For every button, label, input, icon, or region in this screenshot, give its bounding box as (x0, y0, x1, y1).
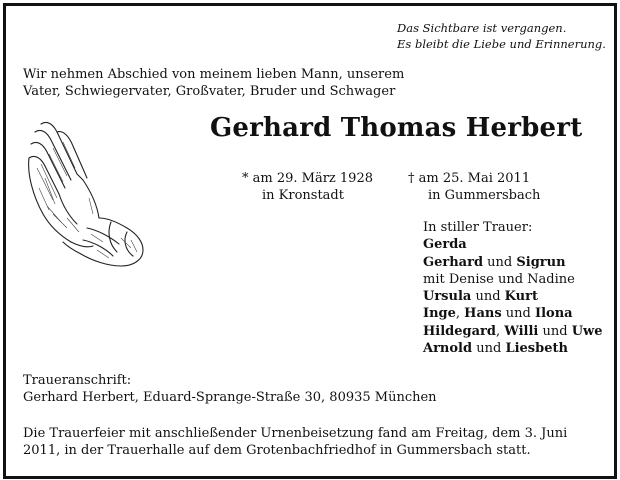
mourners-list (423, 219, 603, 357)
connector: und (501, 306, 535, 322)
death-place: in Gummersbach (428, 188, 541, 203)
service-line-2: 2011, in der Trauerhalle auf dem Grotenbachfriedhof in Gummersbach statt. (23, 443, 531, 458)
mourner-line (423, 254, 603, 271)
address-label: Traueranschrift: (23, 373, 132, 388)
connector: und (472, 341, 506, 357)
address-value: Gerhard Herbert, Eduard-Sprange-Straße 30, 80935 München (23, 390, 437, 405)
motto-line-2: Es bleibt die Liebe und Erinnerung. (397, 37, 606, 51)
mourning-address (23, 372, 437, 406)
birth-date: * am 29. März 1928 (242, 171, 373, 186)
mourner-name: Liesbeth (505, 341, 568, 357)
motto (397, 20, 606, 52)
mourner-name: Sigrun (516, 254, 566, 270)
mourner-name: Uwe (571, 323, 603, 339)
connector: , (455, 306, 465, 322)
mourner-name: Gerda (423, 237, 467, 253)
mourner-name: Hildegard (423, 323, 496, 339)
birth-place: in Kronstadt (262, 188, 344, 203)
mourner-line (423, 340, 603, 357)
mourners-heading: In stiller Trauer: (423, 220, 533, 235)
mourner-name: Hans (464, 306, 502, 322)
mourner-line: mit Denise und Nadine (423, 271, 575, 287)
mourner-name: Gerhard (423, 254, 484, 270)
service-notice (23, 425, 567, 459)
motto-line-1: Das Sichtbare ist vergangen. (397, 21, 567, 35)
intro-text (23, 66, 404, 100)
birth-info (242, 170, 373, 204)
connector: und (471, 289, 505, 305)
mourner-name: Kurt (504, 289, 538, 305)
connector: und (483, 254, 517, 270)
connector: , (495, 323, 505, 339)
praying-hands-icon (27, 118, 147, 270)
service-line-1: Die Trauerfeier mit anschließender Urnenbeisetzung fand am Freitag, dem 3. Juni (23, 426, 568, 441)
mourner-name: Ursula (423, 289, 472, 305)
mourner-line (423, 323, 603, 340)
intro-line-2: Vater, Schwiegervater, Großvater, Bruder und Schwager (23, 84, 396, 99)
mourner-line (423, 288, 603, 305)
mourner-line (423, 236, 603, 253)
intro-line-1: Wir nehmen Abschied von meinem lieben Mann, unserem (23, 67, 405, 82)
death-date: † am 25. Mai 2011 (408, 171, 531, 186)
connector: und (538, 323, 572, 339)
deceased-name: Gerhard Thomas Herbert (210, 113, 583, 143)
mourner-name: Inge (423, 306, 456, 322)
mourner-name: Ilona (535, 306, 573, 322)
mourner-name: Arnold (423, 341, 473, 357)
mourner-name: Willi (504, 323, 539, 339)
death-info (408, 170, 540, 204)
mourner-line (423, 305, 603, 322)
